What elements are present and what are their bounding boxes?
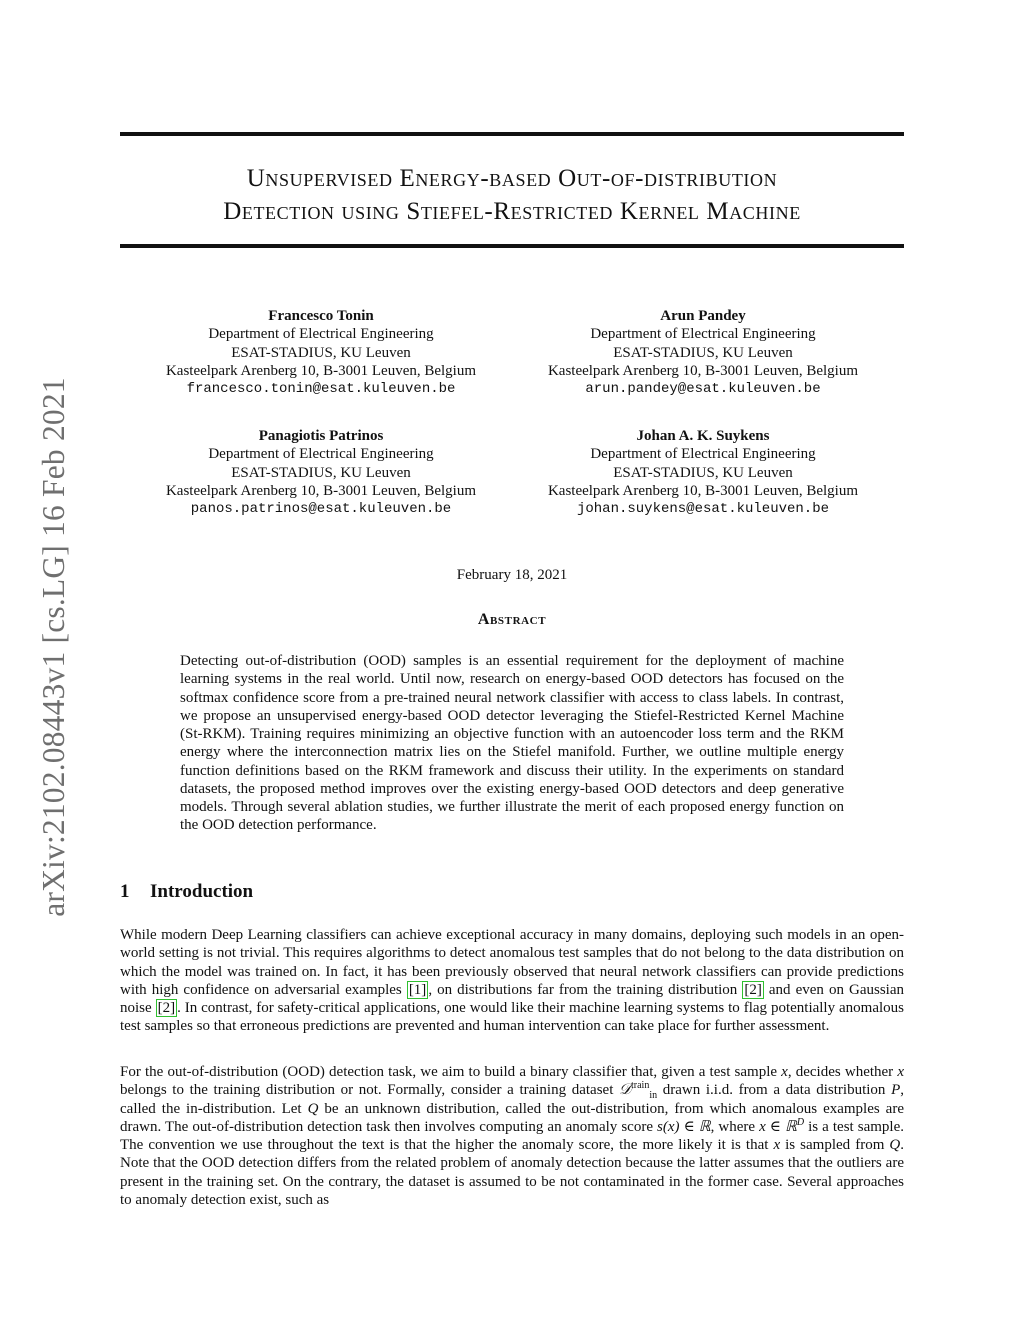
text-run: is a test sample. The convention we use throughout the text is that the higher the anomaly score, the more likely it is that bbox=[120, 1118, 904, 1153]
author-block-4 bbox=[503, 427, 903, 518]
text-run: belongs to the training distribution or not. Formally, consider a training dataset bbox=[120, 1082, 620, 1099]
text-run: , on distributions far from the training distribution bbox=[428, 981, 743, 998]
citation-link[interactable]: [1] bbox=[408, 981, 427, 998]
text-run: , where bbox=[710, 1118, 760, 1135]
author-block-3 bbox=[121, 427, 521, 518]
author-block-2 bbox=[503, 307, 903, 398]
author-address: Kasteelpark Arenberg 10, B-3001 Leuven, Belgium bbox=[547, 362, 859, 379]
arxiv-id-text: arXiv:2102.08443v1 [cs.LG] 16 Feb 2021 bbox=[36, 377, 71, 917]
author-name: Panagiotis Patrinos bbox=[258, 428, 384, 444]
title-line-1: Unsupervised Energy-based Out-of-distribution bbox=[246, 165, 778, 192]
text-run: is sampled from bbox=[780, 1137, 890, 1153]
intro-paragraph-2 bbox=[120, 1063, 904, 1209]
author-block-1 bbox=[121, 307, 521, 398]
text-run: be an unknown distribution, called the out-distribution, from which anomalous examples are drawn. The out-of-distribution detection task then involves computing an anomaly score bbox=[120, 1100, 904, 1135]
math-var: Q bbox=[889, 1137, 901, 1153]
text-run: . Note that the OOD detection differs from the related problem of anomaly detection because the latter assumes that the outliers are present in the training set. On the contrary, the dataset is assumed to be not contaminated in the former case. Several approaches to anomaly detection exist, such as bbox=[120, 1137, 904, 1208]
section-title: Introduction bbox=[150, 881, 254, 902]
math-expression: s(x) ∈ ℝ bbox=[657, 1118, 711, 1135]
author-name: Johan A. K. Suykens bbox=[636, 428, 770, 444]
math-subscript: in bbox=[649, 1090, 658, 1102]
paper-title bbox=[120, 162, 904, 228]
text-run: While modern Deep Learning classifiers can achieve exceptional accuracy in many domains, deploying such models in an open-world setting is not trivial. This requires algorithms to detect anomalous test samples that do not belong to the data distribution on which the model was trained on. In fact, it has been previously observed that neural network classifiers can provide predictions with high confidence on adversarial examples bbox=[120, 927, 904, 998]
author-email[interactable]: johan.suykens@esat.kuleuven.be bbox=[576, 501, 830, 518]
text-run: For the out-of-distribution (OOD) detection task, we aim to build a binary classifier that, given a test sample bbox=[120, 1064, 782, 1080]
math-var: x bbox=[897, 1064, 904, 1080]
math-expression: x ∈ ℝ bbox=[759, 1118, 797, 1135]
math-var: Q bbox=[307, 1100, 319, 1117]
author-group: ESAT-STADIUS, KU Leuven bbox=[231, 344, 411, 361]
author-email[interactable]: panos.patrinos@esat.kuleuven.be bbox=[190, 501, 452, 518]
author-address: Kasteelpark Arenberg 10, B-3001 Leuven, Belgium bbox=[165, 482, 477, 499]
author-dept: Department of Electrical Engineering bbox=[208, 326, 434, 343]
section-number: 1 bbox=[120, 881, 130, 902]
abstract-heading: Abstract bbox=[477, 611, 547, 628]
author-group: ESAT-STADIUS, KU Leuven bbox=[231, 464, 411, 481]
text-run: , decides whether bbox=[787, 1064, 898, 1080]
paper-date: February 18, 2021 bbox=[456, 567, 568, 583]
author-group: ESAT-STADIUS, KU Leuven bbox=[613, 464, 793, 481]
author-email[interactable]: arun.pandey@esat.kuleuven.be bbox=[585, 381, 821, 398]
title-top-rule bbox=[120, 132, 904, 136]
math-dataset-symbol: 𝒟 bbox=[619, 1082, 631, 1099]
author-email[interactable]: francesco.tonin@esat.kuleuven.be bbox=[186, 381, 456, 398]
abstract-text: Detecting out-of-distribution (OOD) samples is an essential requirement for the deployment of machine learning systems in the real world. Until now, research on energy-based OOD detectors has focused on the softmax confidence score from a pre-trained neural network classifier with access to class labels. In contrast, we propose an unsupervised energy-based OOD detector leveraging the Stiefel-Restricted Kernel Machine (St-RKM). Training requires minimizing an objective function with an autoencoder loss term and the RKM energy where the interconnection matrix lies on the Stiefel manifold. Further, we outline multiple energy function definitions based on the RKM framework and discuss their utility. In the experiments on standard datasets, the proposed method improves over the existing energy-based OOD detectors and deep generative models. Through several ablation studies, we further illustrate the merit of each proposed energy function on the OOD detection performance. bbox=[180, 653, 844, 834]
section-heading bbox=[120, 881, 253, 903]
author-address: Kasteelpark Arenberg 10, B-3001 Leuven, Belgium bbox=[547, 482, 859, 499]
math-var: x bbox=[781, 1064, 788, 1080]
math-superscript: D bbox=[796, 1116, 805, 1128]
author-group: ESAT-STADIUS, KU Leuven bbox=[613, 344, 793, 361]
citation-link[interactable]: [2] bbox=[744, 981, 762, 998]
text-run: , called the in-distribution. Let bbox=[120, 1082, 904, 1117]
citation-link[interactable]: [2] bbox=[157, 1000, 176, 1016]
arxiv-identifier-sidebar bbox=[34, 352, 74, 942]
math-var: P bbox=[891, 1082, 901, 1099]
title-line-2: Detection using Stiefel-Restricted Kernel Machine bbox=[223, 198, 801, 225]
author-dept: Department of Electrical Engineering bbox=[208, 446, 434, 463]
text-run: drawn i.i.d. from a data distribution bbox=[657, 1082, 892, 1099]
author-name: Francesco Tonin bbox=[268, 308, 374, 324]
author-dept: Department of Electrical Engineering bbox=[590, 446, 816, 463]
math-var: x bbox=[773, 1137, 781, 1153]
author-address: Kasteelpark Arenberg 10, B-3001 Leuven, Belgium bbox=[165, 362, 477, 379]
text-run: and even on Gaussian noise bbox=[120, 981, 904, 1016]
title-bottom-rule bbox=[120, 244, 904, 248]
math-superscript: train bbox=[631, 1080, 650, 1092]
author-name: Arun Pandey bbox=[660, 308, 746, 324]
text-run: . In contrast, for safety-critical applications, one would like their machine learning systems to flag potentially anomalous test samples so that erroneous predictions are prevented and human intervention can take place for further assessment. bbox=[120, 1000, 904, 1035]
intro-paragraph-1 bbox=[120, 926, 904, 1036]
author-dept: Department of Electrical Engineering bbox=[590, 326, 816, 343]
